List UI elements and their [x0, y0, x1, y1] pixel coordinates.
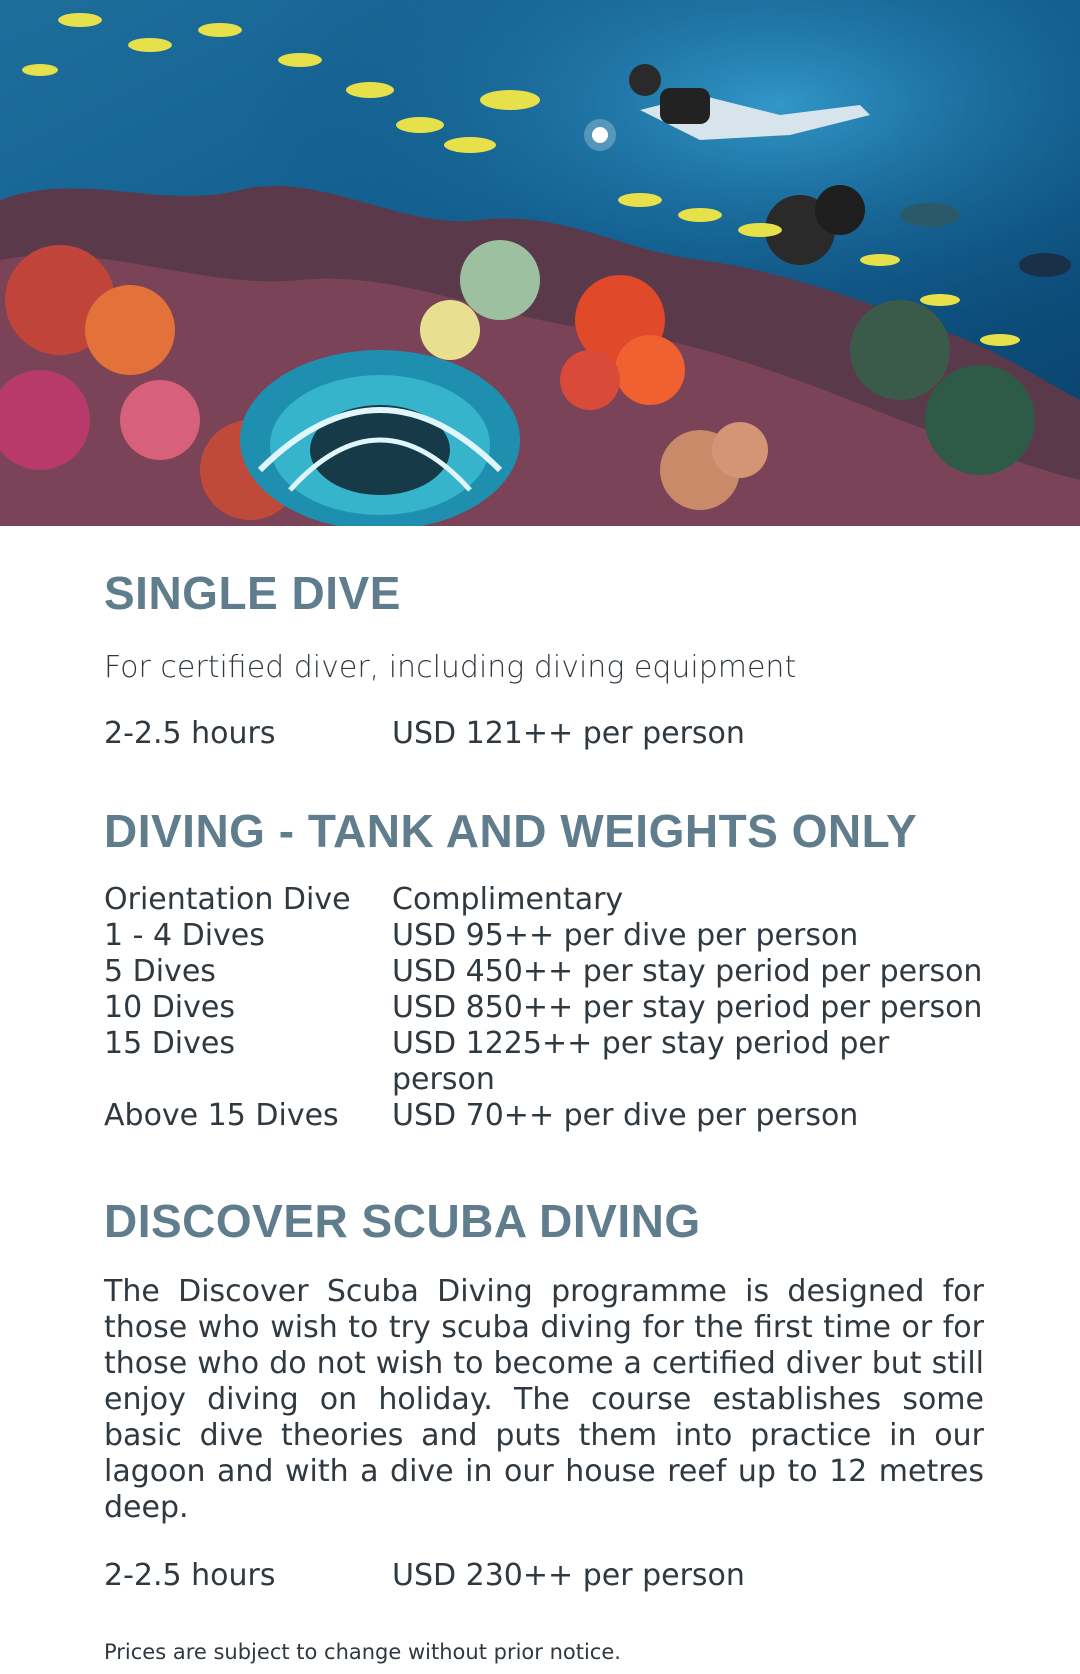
single-dive-price: USD 121++ per person — [392, 716, 745, 751]
price-disclaimer: Prices are subject to change without prior notice. — [104, 1640, 621, 1664]
price-list-row — [104, 990, 984, 1026]
discover-scuba-price-row — [104, 1558, 984, 1594]
dive-package-price: USD 450++ per stay period per person — [392, 954, 983, 989]
tank-weights-title: DIVING - TANK AND WEIGHTS ONLY — [104, 805, 918, 857]
price-list-row — [104, 882, 984, 918]
dive-package-price: USD 1225++ per stay period per person — [392, 1026, 890, 1097]
single-dive-duration: 2-2.5 hours — [104, 716, 276, 751]
discover-scuba-section — [104, 1195, 984, 1594]
dive-package-label: 5 Dives — [104, 954, 216, 989]
content-area — [104, 567, 984, 1664]
dive-package-label: Above 15 Dives — [104, 1098, 339, 1133]
dive-package-label: 15 Dives — [104, 1026, 235, 1061]
price-list-row — [104, 1098, 984, 1134]
single-dive-title: SINGLE DIVE — [104, 567, 401, 619]
tank-weights-price-list — [104, 882, 984, 1134]
discover-scuba-duration: 2-2.5 hours — [104, 1558, 276, 1593]
feather-star — [240, 350, 520, 526]
dive-package-price: Complimentary — [392, 882, 624, 917]
dive-package-label: 10 Dives — [104, 990, 235, 1025]
price-list-row — [104, 954, 984, 990]
discover-scuba-title: DISCOVER SCUBA DIVING — [104, 1195, 701, 1247]
tank-weights-section — [104, 805, 984, 1134]
discover-scuba-price: USD 230++ per person — [392, 1558, 745, 1593]
dive-package-price: USD 95++ per dive per person — [392, 918, 859, 953]
dive-package-label: 1 - 4 Dives — [104, 918, 265, 953]
hero-image-coral-reef-diver — [0, 0, 1080, 526]
dive-package-price: USD 850++ per stay period per person — [392, 990, 983, 1025]
dive-package-label: Orientation Dive — [104, 882, 351, 917]
underwater-scene-illustration — [0, 0, 1080, 526]
price-list-row — [104, 918, 984, 954]
single-dive-price-row — [104, 716, 984, 752]
price-list-row — [104, 1026, 984, 1098]
discover-scuba-description: The Discover Scuba Diving programme is designed for those who wish to try scuba diving for the first time or for those who do not wish to become a certified diver but still enjoy diving on holiday. The course establishes some basic dive theories and puts them into practice in our lagoon and with a dive in our house reef up to 12 metres deep. — [104, 1274, 984, 1525]
dive-package-price: USD 70++ per dive per person — [392, 1098, 859, 1133]
single-dive-description: For certified diver, including diving equipment — [104, 650, 797, 685]
single-dive-section — [104, 567, 984, 752]
